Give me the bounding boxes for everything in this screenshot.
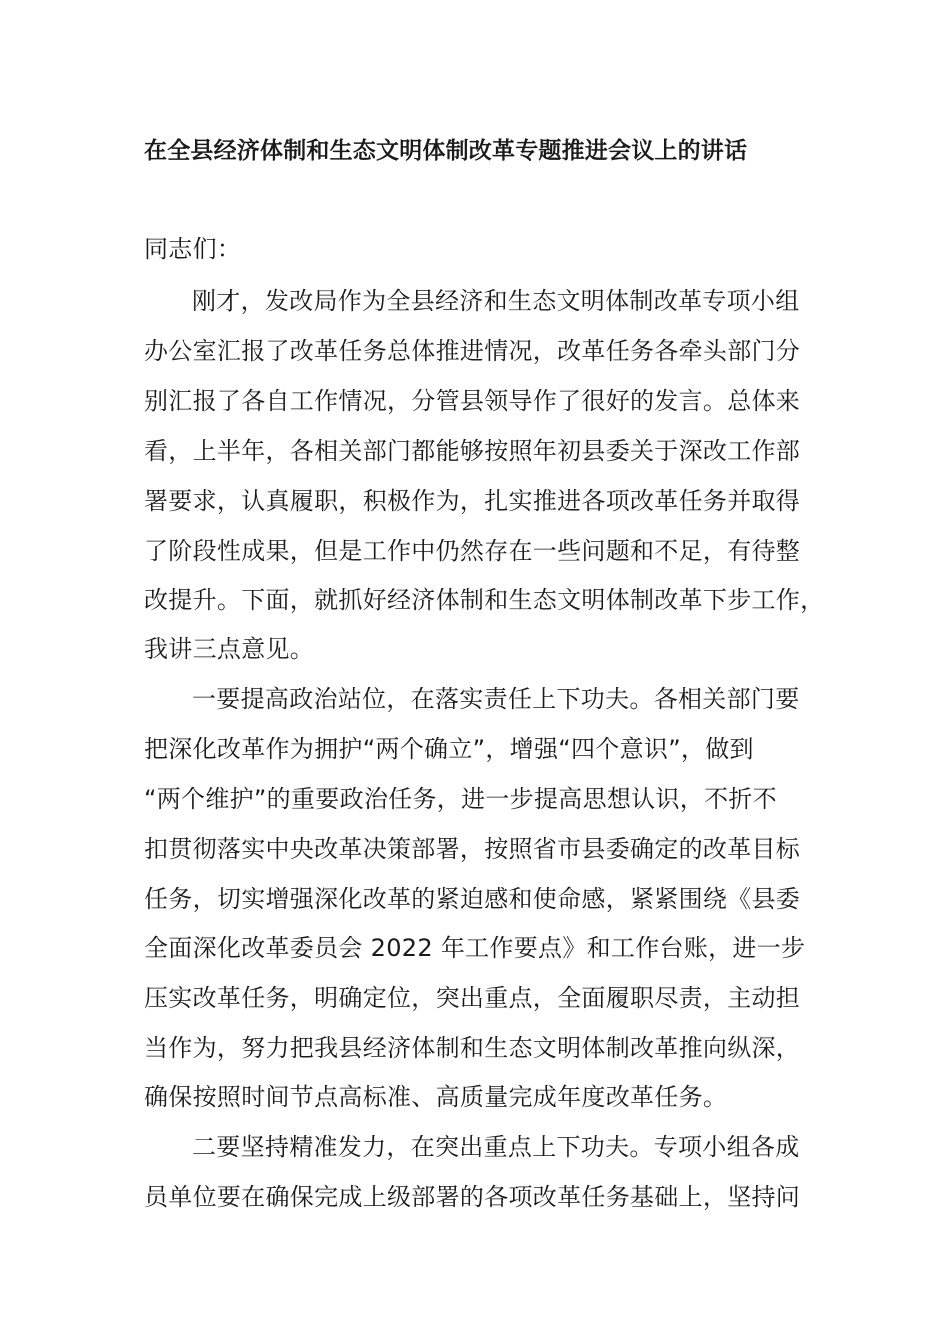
paragraph-line: 当作为，努力把我县经济体制和生态文明体制改革推向纵深，	[144, 1034, 801, 1062]
paragraph-line: 别汇报了各自工作情况，分管县领导作了很好的发言。总体来	[144, 387, 801, 415]
paragraph-line: 确保按照时间节点高标准、高质量完成年度改革任务。	[144, 1083, 728, 1111]
document-title: 在全县经济体制和生态文明体制改革专题推进会议上的讲话	[144, 138, 748, 164]
paragraph-line: 任务，切实增强深化改革的紧迫感和使命感，紧紧围绕《县委	[144, 885, 801, 913]
paragraph-line: 看，上半年，各相关部门都能够按照年初县委关于深改工作部	[144, 437, 801, 465]
paragraph-line: 刚才，发改局作为全县经济和生态文明体制改革专项小组	[192, 287, 800, 315]
paragraph-line: 我讲三点意见。	[144, 635, 315, 663]
paragraph-line: 全面深化改革委员会 2022 年工作要点》和工作台账，进一步	[144, 934, 806, 962]
paragraph-line: “两个维护”的重要政治任务，进一步提高思想认识，不折不	[144, 785, 777, 813]
paragraph-line: 改提升。下面，就抓好经济体制和生态文明体制改革下步工作，	[144, 586, 825, 614]
paragraph-line: 员单位要在确保完成上级部署的各项改革任务基础上，坚持问	[144, 1183, 801, 1211]
paragraph-line: 办公室汇报了改革任务总体推进情况，改革任务各牵头部门分	[144, 337, 801, 365]
paragraph-line: 把深化改革作为拥护“两个确立”，增强“四个意识”，做到	[144, 735, 754, 763]
paragraph-line: 压实改革任务，明确定位，突出重点，全面履职尽责，主动担	[144, 984, 801, 1012]
salutation: 同志们：	[144, 235, 242, 263]
paragraph-line: 一要提高政治站位，在落实责任上下功夫。各相关部门要	[192, 685, 800, 713]
paragraph-line: 扣贯彻落实中央改革决策部署，按照省市县委确定的改革目标	[144, 835, 801, 863]
paragraph-line: 了阶段性成果，但是工作中仍然存在一些问题和不足，有待整	[144, 537, 801, 565]
paragraph-line: 二要坚持精准发力，在突出重点上下功夫。专项小组各成	[192, 1133, 800, 1161]
paragraph-line: 署要求，认真履职，积极作为，扎实推进各项改革任务并取得	[144, 487, 801, 515]
